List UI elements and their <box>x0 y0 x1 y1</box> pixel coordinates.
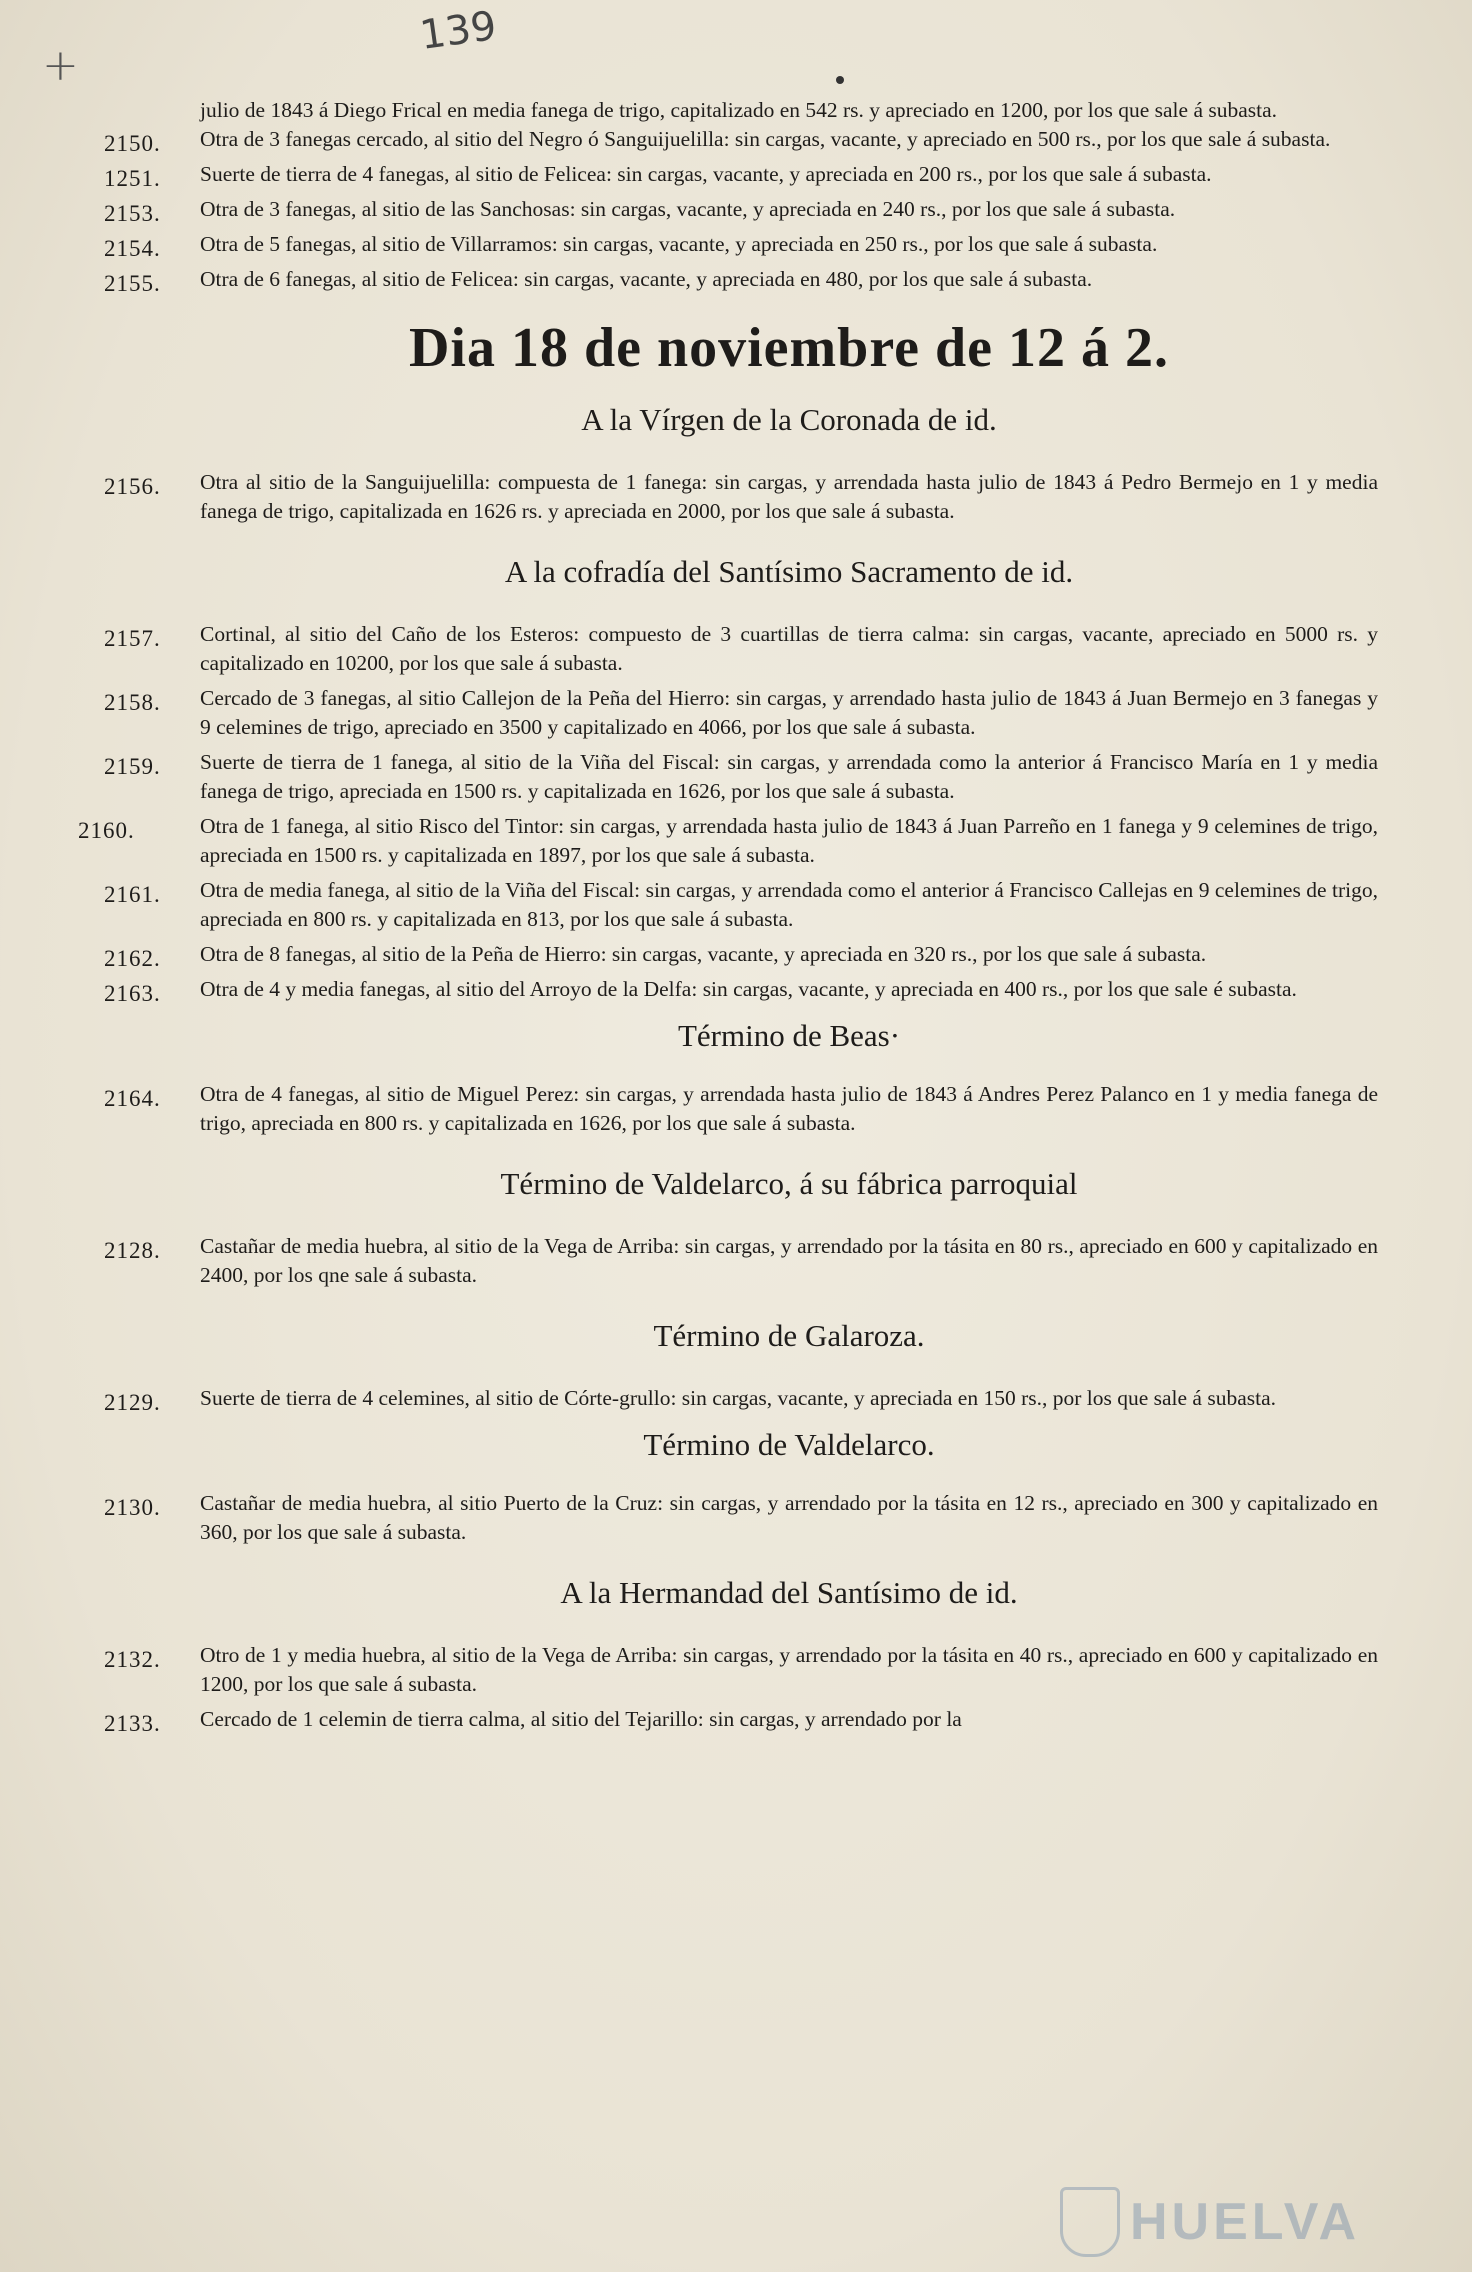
intro-continuation: julio de 1843 á Diego Frical en media fanega de trigo, capitalizado en 542 rs. y apreciado en 1200, por los que sale á subasta. <box>200 98 1278 122</box>
section-heading-cofradia: A la cofradía del Santísimo Sacramento de id. <box>504 554 1074 589</box>
lot-number: 2129. <box>104 1390 161 1415</box>
lot-entry <box>104 620 1378 678</box>
lot-description: Otra de 8 fanegas, al sitio de la Peña de Hierro: sin cargas, vacante, y apreciada en 320 rs., por los que sale á subasta. <box>200 942 1207 966</box>
lot-description: Cercado de 1 celemin de tierra calma, al sitio del Tejarillo: sin cargas, y arrendado por la <box>200 1707 962 1731</box>
lot-entry <box>104 684 1378 742</box>
lot-entry <box>104 160 1378 191</box>
lot-description: Cortinal, al sitio del Caño de los Esteros: compuesto de 3 cuartillas de tierra calma: sin cargas, vacante, apreciado en 5000 rs. y capitalizado en 10200, por los que sale á subasta. <box>200 622 1378 675</box>
lot-description: Otra de 1 fanega, al sitio Risco del Tintor: sin cargas, y arrendada hasta julio de 1843 á Juan Parreño en 1 fanega y 9 celemines de trigo, apreciada en 1500 rs. y capitalizada en 1897, por los que sale á subasta. <box>200 814 1378 867</box>
lot-number: 2153. <box>104 201 161 226</box>
lot-description: Otra al sitio de la Sanguijuelilla: compuesta de 1 fanega: sin cargas, y arrendada hasta julio de 1843 á Pedro Bermejo en 1 y media fanega de trigo, capitalizada en 1626 rs. y apreciada en 2000, por los que sale á subasta. <box>200 470 1378 523</box>
lot-entry <box>78 812 1378 870</box>
lot-entry <box>104 1641 1378 1699</box>
lot-description: Otra de 3 fanegas, al sitio de las Sanchosas: sin cargas, vacante, y apreciada en 240 rs., por los que sale á subasta. <box>200 197 1176 221</box>
lot-entry <box>104 1489 1378 1547</box>
crest-icon <box>1060 2187 1120 2257</box>
lot-description: Otra de 6 fanegas, al sitio de Felicea: sin cargas, vacante, y apreciada en 480, por los que sale á subasta. <box>200 267 1093 291</box>
section-heading-valdelarco: Término de Valdelarco. <box>643 1427 935 1462</box>
lot-number: 2150. <box>104 131 161 156</box>
day-heading: Dia 18 de noviembre de 12 á 2. <box>408 317 1170 379</box>
lot-number: 2164. <box>104 1086 161 1111</box>
lot-number: 2163. <box>104 981 161 1006</box>
section-heading-galaroza: Término de Galaroza. <box>653 1318 925 1353</box>
lot-number: 2128. <box>104 1238 161 1263</box>
lot-number: 2162. <box>104 946 161 971</box>
margin-plus-mark: + <box>42 40 79 91</box>
lot-number: 2155. <box>104 271 161 296</box>
lot-number: 1251. <box>104 166 161 191</box>
lot-number: 2154. <box>104 236 161 261</box>
lot-description: Castañar de media huebra, al sitio Puerto de la Cruz: sin cargas, y arrendado por la tásita en 12 rs., apreciado en 300 y capitalizado en 360, por los que sale á subasta. <box>200 1491 1378 1544</box>
lot-entry <box>104 975 1378 1006</box>
lot-entry <box>104 1080 1378 1138</box>
lot-number: 2158. <box>104 690 161 715</box>
watermark-label: HUELVA <box>1130 2193 1361 2251</box>
handwritten-folio-number: 139 <box>417 2 500 60</box>
lot-entry <box>104 230 1378 261</box>
document-body <box>78 96 1378 1740</box>
lot-number: 2161. <box>104 882 161 907</box>
lot-entry <box>104 468 1378 526</box>
lot-number: 2132. <box>104 1647 161 1672</box>
lot-description: Otro de 1 y media huebra, al sitio de la Vega de Arriba: sin cargas, y arrendado por la tásita en 40 rs., apreciado en 600 y capitalizado en 1200, por los que sale á subasta. <box>200 1643 1378 1696</box>
lot-entry <box>104 876 1378 934</box>
lot-entry <box>104 195 1378 226</box>
lot-number: 2156. <box>104 474 161 499</box>
lot-entry <box>104 940 1378 971</box>
lot-number: 2133. <box>104 1711 161 1736</box>
entries-group-1 <box>104 125 1378 300</box>
lot-entry <box>104 748 1378 806</box>
entries-group-3 <box>78 620 1378 1010</box>
lot-number: 2160. <box>78 818 135 843</box>
lot-entry <box>104 265 1378 296</box>
lot-number: 2130. <box>104 1495 161 1520</box>
entries-group-2 <box>104 468 1378 532</box>
lot-description: Otra de media fanega, al sitio de la Viña del Fiscal: sin cargas, y arrendada como el anterior á Francisco Callejas en 9 celemines de trigo, apreciada en 800 rs. y capitalizada en 813, por los que sale á subasta. <box>200 878 1378 931</box>
lot-entry <box>104 125 1378 156</box>
lot-description: Cercado de 3 fanegas, al sitio Callejon de la Peña del Hierro: sin cargas, y arrendado hasta julio de 1843 á Juan Bermejo en 3 fanegas y 9 celemines de trigo, apreciado en 3500 y capitalizado en 4066, por los que sale á subasta. <box>200 686 1378 739</box>
section-heading-beas: Término de Beas· <box>677 1018 901 1053</box>
entries-group-5 <box>104 1232 1378 1296</box>
lot-number: 2159. <box>104 754 161 779</box>
lot-entry <box>104 1232 1378 1290</box>
lot-description: Otra de 4 y media fanegas, al sitio del Arroyo de la Delfa: sin cargas, vacante, y apreciada en 400 rs., por los que sale é subasta. <box>200 977 1297 1001</box>
lot-entry <box>104 1705 1378 1736</box>
section-heading-valdelarco-fabrica: Término de Valdelarco, á su fábrica parroquial <box>500 1166 1078 1201</box>
lot-description: Otra de 4 fanegas, al sitio de Miguel Perez: sin cargas, y arrendada hasta julio de 1843 á Andres Perez Palanco en 1 y media fanega de trigo, apreciada en 800 rs. y capitalizada en 1626, por los que sale á subasta. <box>200 1082 1378 1135</box>
lot-description: Otra de 5 fanegas, al sitio de Villarramos: sin cargas, vacante, y apreciada en 250 rs., por los que sale á subasta. <box>200 232 1158 256</box>
entries-group-7 <box>104 1489 1378 1553</box>
entries-group-6 <box>104 1384 1378 1419</box>
lot-description: Suerte de tierra de 4 celemines, al sitio de Córte-grullo: sin cargas, vacante, y apreciada en 150 rs., por los que sale á subasta. <box>200 1386 1277 1410</box>
entries-group-8 <box>104 1641 1378 1740</box>
archive-watermark <box>1060 2172 1420 2272</box>
section-heading-coronada: A la Vírgen de la Coronada de id. <box>581 402 997 437</box>
lot-entry <box>104 1384 1378 1415</box>
ink-dot <box>836 76 844 84</box>
lot-number: 2157. <box>104 626 161 651</box>
section-heading-hermandad: A la Hermandad del Santísimo de id. <box>560 1575 1018 1610</box>
lot-description: Castañar de media huebra, al sitio de la Vega de Arriba: sin cargas, y arrendado por la tásita en 80 rs., apreciado en 600 y capitalizado en 2400, por los qne sale á subasta. <box>200 1234 1378 1287</box>
lot-description: Otra de 3 fanegas cercado, al sitio del Negro ó Sanguijuelilla: sin cargas, vacante, y apreciado en 500 rs., por los que sale á subasta. <box>200 127 1331 151</box>
entries-group-4 <box>104 1080 1378 1144</box>
lot-description: Suerte de tierra de 1 fanega, al sitio de la Viña del Fiscal: sin cargas, y arrendada como la anterior á Francisco María en 1 y media fanega de trigo, apreciada en 1500 rs. y capitalizada en 1626, por los que sale á subasta. <box>200 750 1378 803</box>
lot-description: Suerte de tierra de 4 fanegas, al sitio de Felicea: sin cargas, vacante, y apreciada en 200 rs., por los que sale á subasta. <box>200 162 1212 186</box>
